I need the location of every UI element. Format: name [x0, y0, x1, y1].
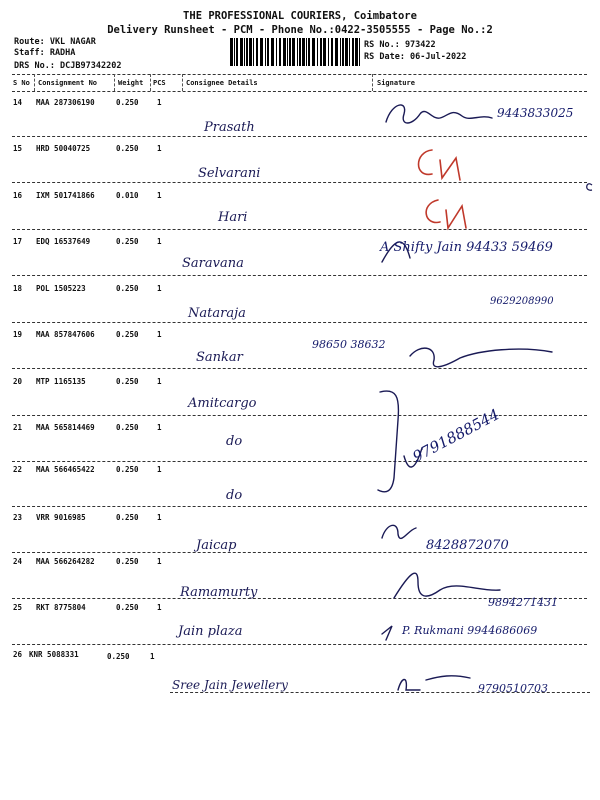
row-consignment: EDQ 16537649: [36, 237, 91, 246]
row-pcs: 1: [157, 237, 162, 246]
consignee-name: Selvarani: [198, 166, 261, 181]
consignee-name: Jaicap: [196, 538, 237, 553]
drs-number: DRS No.: DCJB97342202: [14, 61, 122, 71]
row-consignment: MAA 566264282: [36, 557, 95, 566]
consignee-name: Hari: [218, 210, 248, 225]
signature-phone: 9894271431: [488, 596, 558, 609]
consignee-name: do: [226, 488, 243, 503]
row-weight: 0.250: [116, 237, 139, 246]
row-pcs: 1: [157, 330, 162, 339]
rs-number: RS No.: 973422: [364, 40, 436, 50]
consignee-name: Nataraja: [188, 306, 246, 321]
row-consignment: MAA 857847606: [36, 330, 95, 339]
row-sno: 20: [13, 377, 23, 386]
row-weight: 0.250: [116, 284, 139, 293]
company-title: THE PROFESSIONAL COURIERS, Coimbatore: [183, 10, 417, 22]
row-pcs: 1: [157, 144, 162, 153]
row-consignment: IXM 501741866: [36, 191, 95, 200]
row-pcs: 1: [157, 423, 162, 432]
row-sno: 24: [13, 557, 23, 566]
row-weight: 0.250: [116, 144, 139, 153]
signature-phone: A Shifty Jain 94433 59469: [380, 240, 553, 255]
column-header-weight: Weight: [118, 79, 144, 87]
consignee-name: Sankar: [196, 350, 243, 365]
column-header-signature: Signature: [377, 79, 415, 87]
row-consignment: MTP 1165135: [36, 377, 86, 386]
row-pcs: 1: [157, 191, 162, 200]
row-weight: 0.250: [116, 465, 139, 474]
row-consignment: POL 1505223: [36, 284, 86, 293]
row-weight: 0.250: [116, 513, 139, 522]
route-label: Route: VKL NAGAR: [14, 37, 96, 47]
row-consignment: KNR 5088331: [29, 650, 79, 659]
row-weight: 0.250: [116, 98, 139, 107]
row-pcs: 1: [157, 98, 162, 107]
row-sno: 21: [13, 423, 23, 432]
row-pcs: 1: [157, 557, 162, 566]
row-sno: 23: [13, 513, 23, 522]
row-sno: 19: [13, 330, 23, 339]
column-header-consignee: Consignee Details: [186, 79, 258, 87]
row-pcs: 1: [150, 652, 155, 661]
signature-phone: 98650 38632: [312, 338, 386, 351]
row-weight: 0.250: [116, 557, 139, 566]
consignee-name: Sree Jain Jewellery: [172, 678, 288, 692]
signature-phone: 9443833025: [497, 106, 574, 120]
signature-phone: 9629208990: [490, 296, 554, 307]
row-weight: 0.010: [116, 191, 139, 200]
row-consignment: MAA 566465422: [36, 465, 95, 474]
signature-phone: 9790510703: [478, 682, 548, 695]
row-sno: 16: [13, 191, 23, 200]
consignee-name: Prasath: [204, 120, 255, 135]
runsheet-subtitle: Delivery Runsheet - PCM - Phone No.:0422-3505555 - Page No.:2: [107, 24, 493, 36]
rs-date: RS Date: 06-Jul-2022: [364, 52, 467, 62]
row-sno: 15: [13, 144, 23, 153]
consignee-name: Jain plaza: [178, 624, 243, 639]
row-pcs: 1: [157, 465, 162, 474]
row-pcs: 1: [157, 377, 162, 386]
row-pcs: 1: [157, 603, 162, 612]
row-weight: 0.250: [116, 330, 139, 339]
row-consignment: RKT 8775804: [36, 603, 86, 612]
row-pcs: 1: [157, 284, 162, 293]
row-consignment: VRR 9016985: [36, 513, 86, 522]
row-sno: 26: [13, 650, 23, 659]
signature-phone: P. Rukmani 9944686069: [402, 624, 538, 637]
row-consignment: MAA 565814469: [36, 423, 95, 432]
consignee-name: do: [226, 434, 243, 449]
consignee-name: Amitcargo: [188, 396, 257, 411]
row-sno: 17: [13, 237, 23, 246]
signature-phone: 8428872070: [426, 538, 509, 553]
row-sno: 14: [13, 98, 23, 107]
consignee-name: Saravana: [182, 256, 244, 271]
signature-phone: 9791888544: [409, 405, 503, 466]
row-consignment: HRD 50040725: [36, 144, 91, 153]
row-weight: 0.250: [116, 603, 139, 612]
row-consignment: MAA 287306190: [36, 98, 95, 107]
row-weight: 0.250: [116, 423, 139, 432]
staff-label: Staff: RADHA: [14, 48, 76, 58]
column-header-pcs: PCS: [153, 79, 166, 87]
row-sno: 18: [13, 284, 23, 293]
row-weight: 0.250: [107, 652, 130, 661]
column-header-consignment: Consignment No: [38, 79, 98, 87]
consignee-name: Ramamurty: [180, 585, 258, 600]
row-weight: 0.250: [116, 377, 139, 386]
row-sno: 25: [13, 603, 23, 612]
row-pcs: 1: [157, 513, 162, 522]
column-header-sno: S No: [13, 79, 30, 87]
row-sno: 22: [13, 465, 23, 474]
